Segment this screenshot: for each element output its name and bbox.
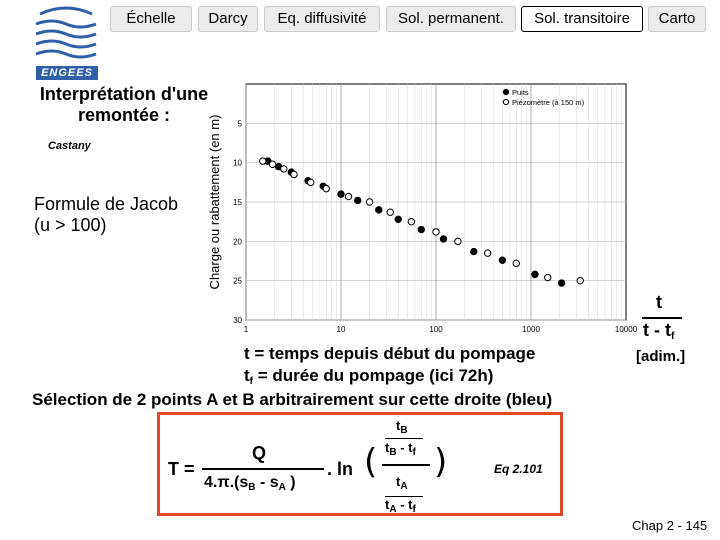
x-tick-label: 1	[243, 325, 249, 334]
ln-num-t-text: t	[396, 418, 401, 433]
tab-echelle[interactable]	[110, 6, 192, 32]
y-tick-label: 20	[233, 237, 242, 247]
legend-label: Piézomètre (à 150 m)	[512, 98, 585, 107]
ratio-bar	[642, 317, 682, 319]
eq-paren-open: (	[364, 442, 378, 482]
eq-denominator	[204, 474, 296, 493]
legend-marker	[503, 89, 508, 94]
note-line-2	[244, 366, 493, 387]
y-tick-label: 5	[237, 119, 242, 129]
ln-num-t-sub: B	[400, 425, 408, 436]
ln-num-den-a: t	[385, 440, 390, 455]
eq-den-sub1: B	[248, 482, 256, 493]
tab-darcy[interactable]	[198, 6, 258, 32]
note-line-2-sub: f	[249, 376, 254, 387]
x-tick-label: 10000	[614, 325, 638, 334]
ln-num-den	[385, 440, 416, 458]
section-heading: Interprétation d'une remontée :	[39, 84, 209, 125]
point-piezometre	[513, 260, 519, 266]
eq-den-sub2: A	[278, 482, 286, 493]
point-piezometre	[323, 185, 329, 191]
ln-num-t	[396, 418, 408, 436]
point-piezometre	[387, 209, 393, 215]
ln-num-den-sub2: f	[412, 447, 416, 458]
page-number: Chap 2 - 145	[632, 518, 708, 533]
y-tick-label: 30	[233, 316, 242, 325]
y-tick-label: 15	[233, 198, 242, 207]
ln-den-den-sub1: A	[389, 504, 397, 515]
x-tick-label: 100	[429, 325, 443, 334]
ln-den-den	[385, 497, 416, 515]
point-piezometre	[366, 199, 372, 205]
tab-label: Sol. permanent.	[398, 10, 504, 27]
point-piezometre	[269, 161, 275, 167]
point-puits	[471, 248, 477, 254]
ratio-unit: [adim.]	[636, 348, 686, 365]
ln-num-den-sub1: B	[389, 447, 397, 458]
ln-den-den-b: - t	[396, 497, 413, 512]
tab-carto[interactable]	[648, 6, 706, 32]
ln-num-den-b: - t	[396, 440, 413, 455]
ln-inner-bar-top	[385, 438, 423, 439]
x-tick-label: 10	[336, 325, 346, 334]
y-axis-label: Charge ou rabattement (en m)	[207, 114, 222, 290]
point-puits	[418, 226, 424, 232]
point-puits	[440, 236, 446, 242]
point-piezometre	[291, 171, 297, 177]
point-puits	[376, 207, 382, 213]
point-puits	[532, 271, 538, 277]
eq-paren-close: )	[434, 442, 448, 482]
point-puits	[355, 197, 361, 203]
eq-den-b: - s	[255, 474, 279, 491]
point-puits	[558, 280, 564, 286]
point-piezometre	[308, 179, 314, 185]
ln-main-bar	[382, 464, 430, 466]
ln-den-t-text: t	[396, 474, 401, 489]
tab-eq-diffusivite[interactable]	[264, 6, 380, 32]
engees-logo	[30, 4, 102, 82]
y-tick-label: 10	[233, 158, 242, 168]
eq-den-a: 4.π.(s	[204, 474, 249, 491]
tab-label: Échelle	[126, 10, 176, 27]
ln-den-t	[396, 474, 408, 492]
ratio-numerator: t	[656, 292, 662, 312]
point-piezometre	[577, 277, 583, 283]
point-piezometre	[345, 193, 351, 199]
eq-numerator: Q	[252, 443, 267, 463]
note-line-1: t = temps depuis début du pompage	[244, 344, 536, 363]
point-piezometre	[545, 274, 551, 280]
tab-label: Darcy	[208, 10, 248, 27]
eq-lhs: T =	[168, 459, 195, 479]
y-tick-label: 25	[233, 276, 242, 286]
note-line-3: Sélection de 2 points A et B arbitrairement sur cette droite (bleu)	[32, 390, 553, 409]
point-piezometre	[281, 166, 287, 172]
x-tick-label: 1000	[522, 325, 540, 334]
legend-label: Puits	[512, 88, 529, 97]
ratio-denominator	[643, 320, 674, 342]
tab-label: Sol. transitoire	[534, 10, 630, 27]
point-puits	[338, 191, 344, 197]
tab-sol-permanent[interactable]	[386, 6, 516, 32]
ln-den-t-sub: A	[400, 481, 408, 492]
note-line-2-t: t	[244, 366, 250, 385]
point-piezometre	[484, 250, 490, 256]
ln-den-den-a: t	[385, 497, 390, 512]
tab-label: Eq. diffusivité	[277, 10, 367, 27]
ratio-den-text: t - t	[643, 320, 671, 340]
point-puits	[395, 216, 401, 222]
eq-den-c: )	[285, 474, 296, 491]
point-piezometre	[408, 218, 414, 224]
tab-sol-transitoire[interactable]	[521, 6, 643, 32]
point-piezometre	[260, 158, 266, 164]
note-line-2-text: = durée du pompage (ici 72h)	[253, 366, 494, 385]
ln-den-den-sub2: f	[412, 504, 416, 515]
legend-marker	[503, 99, 508, 104]
point-piezometre	[455, 238, 461, 244]
eq-ln: . ln	[327, 459, 353, 479]
equation-ref: Eq 2.101	[494, 462, 543, 476]
ratio-den-sub: f	[670, 331, 675, 342]
point-piezometre	[433, 229, 439, 235]
remontee-chart	[228, 80, 638, 340]
logo-text: ENGEES	[41, 67, 93, 79]
point-puits	[499, 257, 505, 263]
tab-label: Carto	[658, 10, 696, 27]
author-label: Castany	[48, 140, 91, 152]
formula-name: Formule de Jacob (u > 100)	[34, 194, 179, 235]
eq-fraction-bar	[202, 468, 324, 470]
